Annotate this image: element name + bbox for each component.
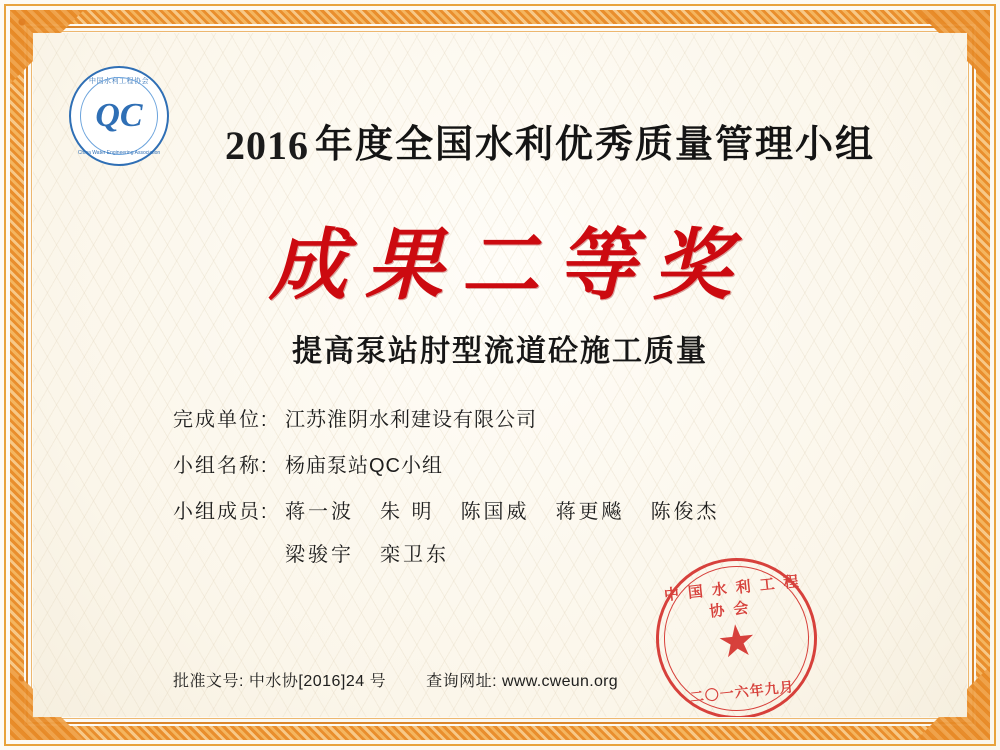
list-item: 朱 明 [380,501,435,523]
list-item: 陈俊杰 [650,501,720,523]
list-item: 陈国威 [460,501,530,523]
approval-number: 批准文号: 中水协[2016]24 号 [173,673,387,690]
star-icon: ★ [714,614,759,668]
list-item: 栾卫东 [380,544,449,566]
query-url-value: www.cweun.org [502,673,618,690]
query-url-label: 查询网址: [426,673,498,690]
detail-value-unit: 江苏淮阴水利建设有限公司 [285,409,537,431]
emblem-top-text: 中国水利工程协会 [89,78,149,85]
seal-organization-text: 中国水利工程协会 [663,572,809,621]
detail-row-group-name [173,449,847,478]
header-year: 2016 [224,123,309,168]
detail-label-group-name: 小组名称: [173,455,269,477]
certificate-footer [173,668,847,691]
list-item: 蒋一波 [285,501,354,523]
emblem-bottom-text: China Water Engineering Association [77,150,161,156]
emblem-mark: QC [95,97,143,134]
award-title: 成果二等奖 [268,222,749,309]
header-title: 年度全国水利优秀质量管理小组 [314,124,875,166]
list-item: 梁骏宇 [285,544,354,566]
seal-date-text: 二〇一六年九月 [689,678,796,706]
certificate-header [173,113,927,169]
project-title: 提高泵站肘型流道砼施工质量 [292,335,708,368]
list-item: 蒋更飚 [555,501,625,523]
detail-label-members: 小组成员: [173,501,269,523]
query-url-group [426,668,618,691]
certificate-content [33,33,967,717]
detail-row-unit [173,403,847,432]
detail-value-group-name: 杨庙泵站QC小组 [285,455,443,477]
certificate-paper [33,33,967,717]
detail-label-unit: 完成单位: [173,409,269,431]
association-emblem-icon [69,66,169,166]
